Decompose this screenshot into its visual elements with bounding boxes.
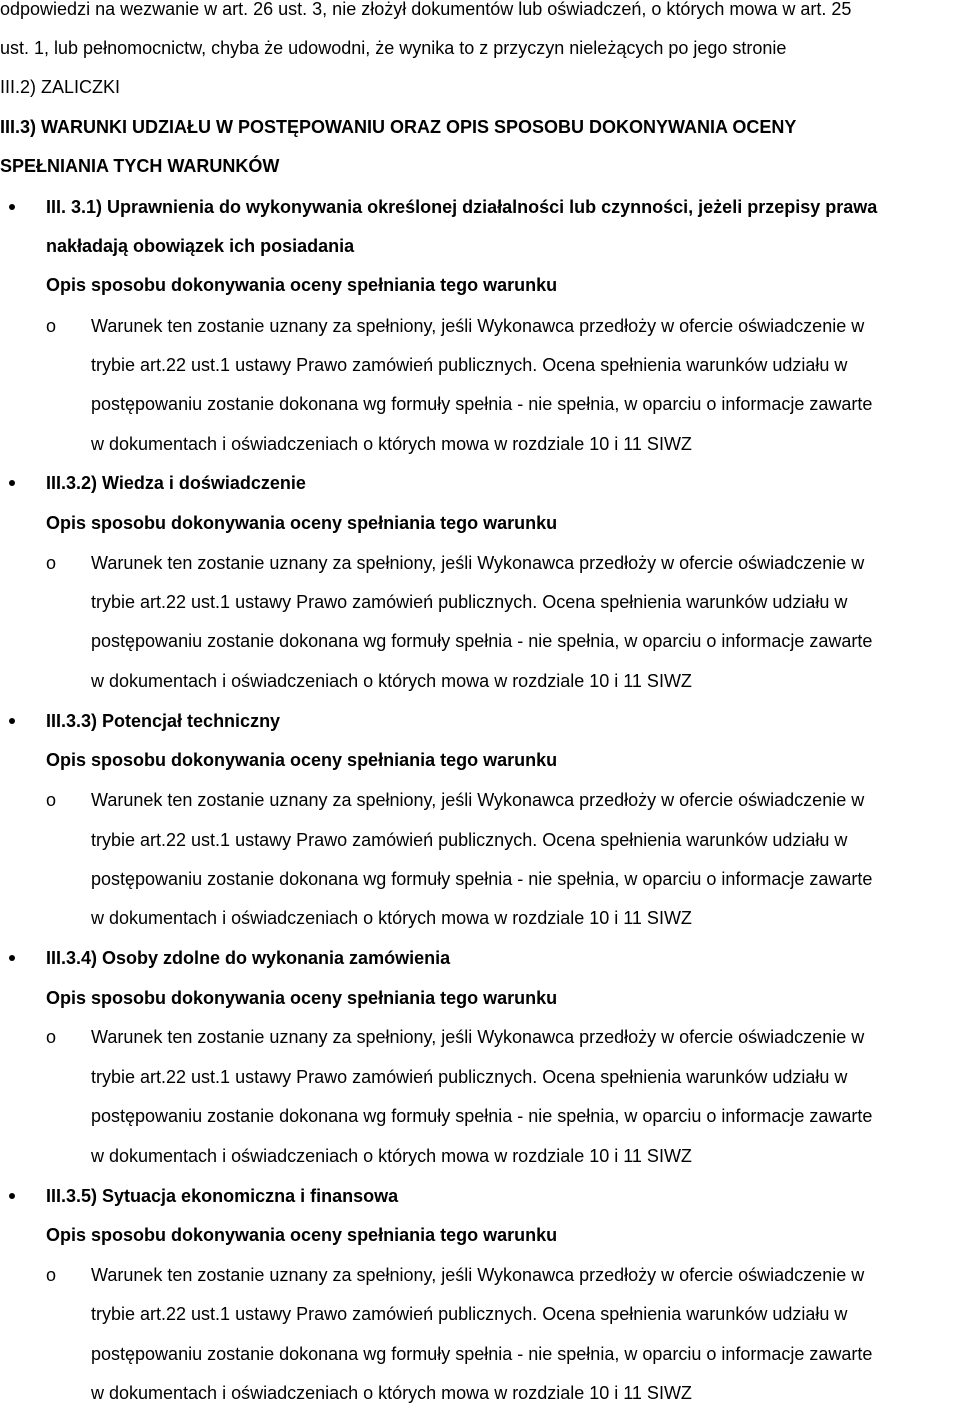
body-line: w dokumentach i oświadczeniach o których mowa w rozdziale 10 i 11 SIWZ bbox=[91, 671, 692, 691]
section-title: III.3.3) Potencjał techniczny bbox=[46, 711, 281, 731]
sub-bullet-icon: o bbox=[46, 1027, 57, 1047]
section-title-cont: nakładają obowiązek ich posiadania bbox=[46, 236, 355, 256]
body-line: Warunek ten zostanie uznany za spełniony, jeśli Wykonawca przedłoży w ofercie oświadczenie w bbox=[91, 790, 865, 810]
sub-bullet-icon: o bbox=[46, 790, 57, 810]
body-line: w dokumentach i oświadczeniach o których mowa w rozdziale 10 i 11 SIWZ bbox=[91, 434, 692, 454]
body-line: postępowaniu zostanie dokonana wg formuły spełnia - nie spełnia, w oparciu o informacje zawarte bbox=[91, 394, 873, 414]
desc-heading: Opis sposobu dokonywania oceny spełniania tego warunku bbox=[46, 988, 558, 1008]
body-line: trybie art.22 ust.1 ustawy Prawo zamówień publicznych. Ocena spełnienia warunków udziału w bbox=[91, 592, 848, 612]
body-line: trybie art.22 ust.1 ustawy Prawo zamówień publicznych. Ocena spełnienia warunków udziału w bbox=[91, 1304, 848, 1324]
sub-bullet-icon: o bbox=[46, 316, 57, 336]
body-line: trybie art.22 ust.1 ustawy Prawo zamówień publicznych. Ocena spełnienia warunków udziału w bbox=[91, 1067, 848, 1087]
bullet-dot-icon bbox=[9, 718, 15, 724]
body-line: postępowaniu zostanie dokonana wg formuły spełnia - nie spełnia, w oparciu o informacje zawarte bbox=[91, 631, 873, 651]
section-title: III. 3.1) Uprawnienia do wykonywania określonej działalności lub czynności, jeżeli przepisy prawa bbox=[46, 197, 878, 217]
section-title: III.3.4) Osoby zdolne do wykonania zamówienia bbox=[46, 948, 451, 968]
body-line: Warunek ten zostanie uznany za spełniony, jeśli Wykonawca przedłoży w ofercie oświadczenie w bbox=[91, 316, 865, 336]
body-line: postępowaniu zostanie dokonana wg formuły spełnia - nie spełnia, w oparciu o informacje zawarte bbox=[91, 869, 873, 889]
body-line: Warunek ten zostanie uznany za spełniony, jeśli Wykonawca przedłoży w ofercie oświadczenie w bbox=[91, 1265, 865, 1285]
body-line: postępowaniu zostanie dokonana wg formuły spełnia - nie spełnia, w oparciu o informacje zawarte bbox=[91, 1344, 873, 1364]
bullet-dot-icon bbox=[9, 955, 15, 961]
body-line: postępowaniu zostanie dokonana wg formuły spełnia - nie spełnia, w oparciu o informacje zawarte bbox=[91, 1106, 873, 1126]
heading-advances: III.2) ZALICZKI bbox=[0, 77, 121, 97]
section-title: III.3.2) Wiedza i doświadczenie bbox=[46, 473, 306, 493]
body-line: Warunek ten zostanie uznany za spełniony, jeśli Wykonawca przedłoży w ofercie oświadczenie w bbox=[91, 1027, 865, 1047]
bullet-dot-icon bbox=[9, 204, 15, 210]
intro-line-1: odpowiedzi na wezwanie w art. 26 ust. 3, nie złożył dokumentów lub oświadczeń, o których mowa w art. 25 bbox=[0, 0, 852, 19]
body-line: trybie art.22 ust.1 ustawy Prawo zamówień publicznych. Ocena spełnienia warunków udziału w bbox=[91, 830, 848, 850]
body-line: w dokumentach i oświadczeniach o których mowa w rozdziale 10 i 11 SIWZ bbox=[91, 1146, 692, 1166]
desc-heading: Opis sposobu dokonywania oceny spełniania tego warunku bbox=[46, 513, 558, 533]
bullet-dot-icon bbox=[9, 1193, 15, 1199]
desc-heading: Opis sposobu dokonywania oceny spełniania tego warunku bbox=[46, 750, 558, 770]
body-line: trybie art.22 ust.1 ustawy Prawo zamówień publicznych. Ocena spełnienia warunków udziału w bbox=[91, 355, 848, 375]
heading-conditions-line-1: III.3) WARUNKI UDZIAŁU W POSTĘPOWANIU ORAZ OPIS SPOSOBU DOKONYWANIA OCENY bbox=[0, 117, 797, 137]
sub-bullet-icon: o bbox=[46, 553, 57, 573]
sub-bullet-icon: o bbox=[46, 1265, 57, 1285]
heading-conditions-line-2: SPEŁNIANIA TYCH WARUNKÓW bbox=[0, 156, 280, 176]
section-title: III.3.5) Sytuacja ekonomiczna i finansowa bbox=[46, 1186, 399, 1206]
bullet-dot-icon bbox=[9, 480, 15, 486]
body-line: Warunek ten zostanie uznany za spełniony, jeśli Wykonawca przedłoży w ofercie oświadczenie w bbox=[91, 553, 865, 573]
intro-line-2: ust. 1, lub pełnomocnictw, chyba że udowodni, że wynika to z przyczyn nieleżących po jego stronie bbox=[0, 38, 787, 58]
body-line: w dokumentach i oświadczeniach o których mowa w rozdziale 10 i 11 SIWZ bbox=[91, 1383, 692, 1403]
body-line: w dokumentach i oświadczeniach o których mowa w rozdziale 10 i 11 SIWZ bbox=[91, 908, 692, 928]
desc-heading: Opis sposobu dokonywania oceny spełniania tego warunku bbox=[46, 275, 558, 295]
desc-heading: Opis sposobu dokonywania oceny spełniania tego warunku bbox=[46, 1225, 558, 1245]
